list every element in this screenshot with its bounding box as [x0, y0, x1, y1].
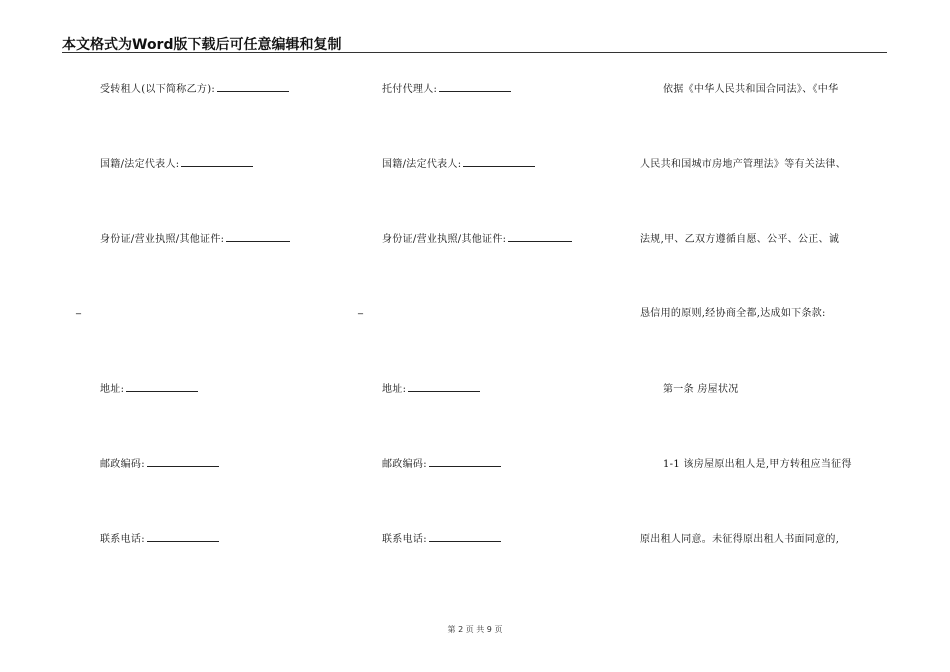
column3-line-4: 恳信用的原则,经协商全都,达成如下条款: [640, 308, 826, 319]
column2-line-4 [382, 380, 480, 395]
fill-blank [217, 90, 289, 92]
fill-blank [181, 165, 253, 167]
fill-blank [429, 540, 501, 542]
field-label: 地址: [382, 384, 407, 395]
field-label: 受转租人(以下简称乙方): [100, 84, 216, 95]
column2-line-1 [382, 80, 511, 95]
fill-blank [508, 240, 572, 242]
column1-line-3 [100, 230, 290, 245]
fill-blank [463, 165, 535, 167]
field-label: 身份证/营业执照/其他证件: [382, 234, 507, 245]
column3-line-6: 1-1 该房屋原出租人是,甲方转租应当征得 [663, 459, 852, 470]
column3-line-7: 原出租人同意。未征得原出租人书面同意的, [640, 534, 840, 545]
page-footer: 第 2 页 共 9 页 [447, 625, 503, 634]
column2-line-2 [382, 155, 535, 170]
column1-line-4 [100, 380, 198, 395]
fill-blank [429, 465, 501, 467]
column2-line-6 [382, 530, 501, 545]
fill-blank [226, 240, 290, 242]
column2-line-3 [382, 230, 572, 245]
fill-blank [147, 540, 219, 542]
field-label: 国籍/法定代表人: [100, 159, 180, 170]
fill-blank [439, 90, 511, 92]
column1-line-6 [100, 530, 219, 545]
column1-line-1 [100, 80, 289, 95]
column3-line-5: 第一条 房屋状况 [663, 384, 739, 395]
fill-blank [408, 390, 480, 392]
field-label: 联系电话: [100, 534, 145, 545]
field-label: 国籍/法定代表人: [382, 159, 462, 170]
fill-blank [147, 465, 219, 467]
column1-line-2 [100, 155, 253, 170]
header-rule [62, 52, 887, 53]
column2-mark: _ [358, 304, 363, 315]
fill-blank [126, 390, 198, 392]
column1-line-5 [100, 455, 219, 470]
column2-line-5 [382, 455, 501, 470]
document-header: 本文格式为Word版下载后可任意编辑和复制 [62, 37, 342, 53]
field-label: 邮政编码: [382, 459, 427, 470]
field-label: 联系电话: [382, 534, 427, 545]
field-label: 地址: [100, 384, 125, 395]
column1-mark: _ [76, 304, 81, 315]
field-label: 身份证/营业执照/其他证件: [100, 234, 225, 245]
column3-line-2: 人民共和国城市房地产管理法》等有关法律、 [640, 159, 846, 170]
column3-line-3: 法规,甲、乙双方遵循自愿、公平、公正、诚 [640, 234, 840, 245]
field-label: 邮政编码: [100, 459, 145, 470]
field-label: 托付代理人: [382, 84, 438, 95]
column3-line-1: 依据《中华人民共和国合同法》、《中华 [663, 84, 839, 95]
